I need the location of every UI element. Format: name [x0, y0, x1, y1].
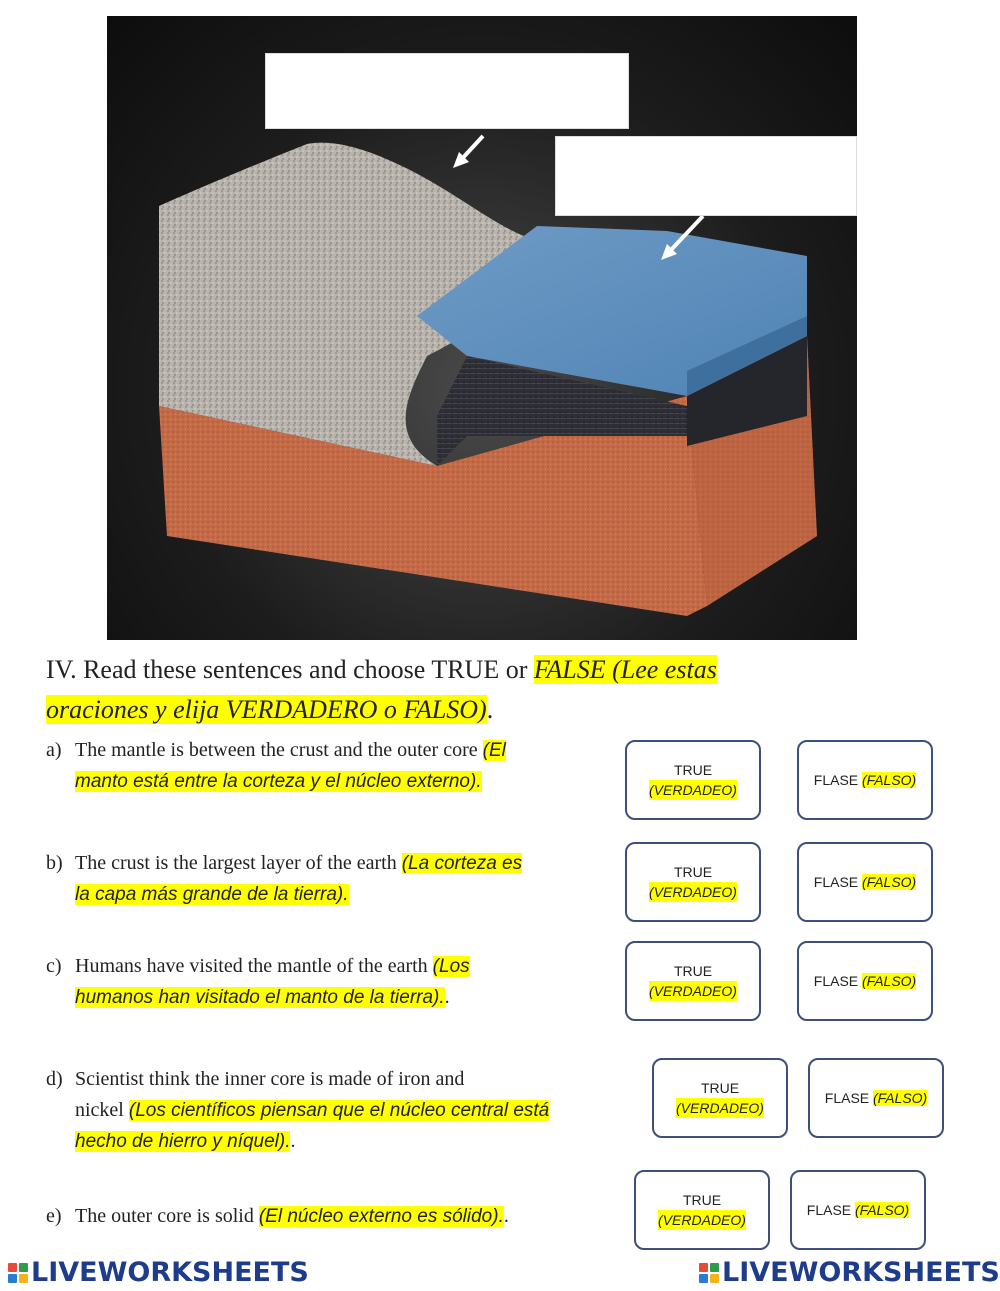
question-text-es: humanos han visitado el manto de la tierra). — [75, 987, 445, 1008]
true-button-d[interactable] — [652, 1058, 788, 1138]
question-letter: e) — [46, 1205, 62, 1227]
question-text-es: (Los — [432, 956, 470, 977]
false-sub-label: (FALSO) — [862, 874, 917, 890]
true-sub-label: (VERDADEO) — [676, 1100, 764, 1116]
false-label: FLASE — [813, 973, 863, 989]
false-sub-label: (FALSO) — [862, 772, 917, 788]
footer-logo-right — [699, 1257, 1000, 1288]
false-button-d[interactable] — [808, 1058, 944, 1138]
true-label: TRUE — [700, 1080, 740, 1096]
true-button-b[interactable] — [625, 842, 761, 922]
label-box-oceanic[interactable] — [555, 136, 857, 216]
false-button-e[interactable] — [790, 1170, 926, 1250]
question-letter: c) — [46, 955, 62, 977]
question-text-es: (Los científicos piensan que el núcleo central está — [128, 1100, 550, 1121]
false-label: FLASE — [813, 874, 863, 890]
true-sub-label: (VERDADEO) — [649, 983, 737, 999]
earth-crust-figure — [107, 16, 857, 640]
question-text-es: hecho de hierro y níquel). — [75, 1131, 291, 1152]
false-label: FLASE — [806, 1202, 856, 1218]
question-text-en: nickel — [75, 1099, 129, 1121]
section-heading — [46, 650, 946, 730]
question-letter: b) — [46, 852, 63, 874]
false-sub-label: (FALSO) — [855, 1202, 910, 1218]
false-button-b[interactable] — [797, 842, 933, 922]
question-text-es: la capa más grande de la tierra). — [75, 884, 349, 905]
true-label: TRUE — [673, 864, 713, 880]
true-button-e[interactable] — [634, 1170, 770, 1250]
true-button-c[interactable] — [625, 941, 761, 1021]
false-label: FLASE — [813, 772, 863, 788]
false-label: FLASE — [824, 1090, 874, 1106]
question-text-es: (La corteza es — [401, 853, 523, 874]
question-text-es: (El núcleo externo es sólido). — [258, 1206, 504, 1227]
true-label: TRUE — [682, 1192, 722, 1208]
question-text-en: Scientist think the inner core is made of iron and — [75, 1068, 465, 1090]
question-end: . — [503, 1205, 509, 1227]
liveworksheets-logo-icon — [8, 1263, 28, 1283]
question-text-en: The mantle is between the crust and the outer core — [75, 739, 483, 761]
question-end: . — [444, 986, 450, 1008]
false-sub-label: (FALSO) — [873, 1090, 928, 1106]
question-text-en: Humans have visited the mantle of the earth — [75, 955, 433, 977]
heading-period: . — [486, 695, 494, 724]
false-button-a[interactable] — [797, 740, 933, 820]
true-label: TRUE — [673, 762, 713, 778]
liveworksheets-logo-icon — [699, 1263, 719, 1283]
label-box-continental[interactable] — [265, 53, 629, 129]
true-sub-label: (VERDADEO) — [649, 782, 737, 798]
question-text-es: manto está entre la corteza y el núcleo externo). — [75, 771, 482, 792]
brand-name: LIVEWORKSHEETS — [722, 1257, 1000, 1288]
true-sub-label: (VERDADEO) — [649, 884, 737, 900]
question-text-en: The outer core is solid — [75, 1205, 259, 1227]
brand-name: LIVEWORKSHEETS — [31, 1257, 309, 1288]
heading-text: IV. Read these sentences and choose TRUE or — [46, 655, 534, 684]
true-sub-label: (VERDADEO) — [658, 1212, 746, 1228]
question-text-es: (El — [482, 740, 506, 761]
false-button-c[interactable] — [797, 941, 933, 1021]
heading-highlight-1: FALSE (Lee estas — [533, 655, 717, 684]
true-button-a[interactable] — [625, 740, 761, 820]
question-text-en: The crust is the largest layer of the earth — [75, 852, 402, 874]
true-label: TRUE — [673, 963, 713, 979]
heading-highlight-2: oraciones y elija VERDADERO o FALSO) — [46, 695, 487, 724]
question-letter: a) — [46, 739, 62, 761]
false-sub-label: (FALSO) — [862, 973, 917, 989]
question-letter: d) — [46, 1068, 63, 1090]
footer-logo-left — [8, 1257, 309, 1288]
question-end: . — [290, 1130, 296, 1152]
